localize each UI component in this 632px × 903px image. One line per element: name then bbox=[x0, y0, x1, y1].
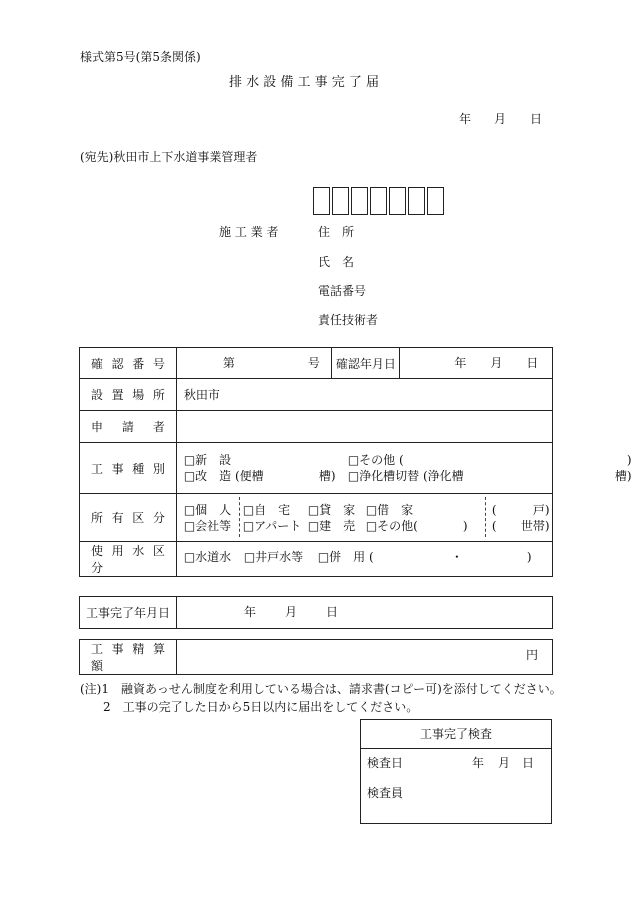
ownership-field bbox=[176, 494, 552, 542]
inspection-box bbox=[360, 719, 552, 824]
water-well-checkbox[interactable]: □井戸水等 bbox=[243, 550, 304, 564]
work-other-checkbox[interactable]: □その他 ( bbox=[347, 453, 404, 467]
contractor-address-label: 住 所 bbox=[318, 225, 355, 239]
own-other-close: ) bbox=[462, 519, 468, 533]
inspection-date-label: 検査日 bbox=[367, 756, 404, 770]
own-lease-house-checkbox[interactable]: □借 家 bbox=[365, 503, 414, 517]
confirm-number-field[interactable] bbox=[176, 348, 332, 379]
work-new-checkbox[interactable]: □新 設 bbox=[183, 453, 232, 467]
contractor-name-label: 氏 名 bbox=[318, 255, 355, 269]
code-box[interactable] bbox=[332, 187, 349, 215]
code-box[interactable] bbox=[313, 187, 330, 215]
inspection-title: 工事完了検査 bbox=[361, 720, 551, 749]
inspection-month-label: 月 bbox=[498, 756, 511, 770]
confirm-number-label: 確 認 番 号 bbox=[80, 348, 177, 379]
work-other-close: ) bbox=[626, 453, 632, 467]
contractor-engineer-label: 責任技術者 bbox=[318, 313, 379, 327]
contractor-phone-label: 電話番号 bbox=[318, 284, 367, 298]
own-apartment-checkbox[interactable]: □アパート bbox=[242, 519, 302, 533]
work-renovate-checkbox[interactable]: □改 造 (便槽 bbox=[183, 469, 264, 483]
location-field[interactable]: 秋田市 bbox=[176, 379, 552, 411]
work-renovate-unit: 槽) bbox=[318, 469, 336, 483]
water-close: ) bbox=[526, 550, 532, 564]
work-type-field bbox=[176, 443, 632, 494]
amount-unit: 円 bbox=[526, 648, 539, 662]
water-city-checkbox[interactable]: □水道水 bbox=[183, 550, 232, 564]
note-2: 2 工事の完了した日から5日以内に届出をしてください。 bbox=[103, 700, 419, 714]
completion-date-field[interactable] bbox=[177, 597, 553, 629]
table-row-location bbox=[80, 379, 553, 411]
completion-date-label: 工事完了年月日 bbox=[80, 597, 177, 629]
date-year-label: 年 bbox=[459, 112, 472, 126]
table-row-applicant bbox=[80, 411, 553, 443]
applicant-label: 申 請 者 bbox=[80, 411, 177, 443]
code-box[interactable] bbox=[408, 187, 425, 215]
completion-date-table bbox=[79, 596, 553, 629]
own-for-sale-checkbox[interactable]: □建 売 bbox=[307, 519, 356, 533]
confirm-number-prefix: 第 bbox=[222, 356, 235, 370]
work-septic-checkbox[interactable]: □浄化槽切替 (浄化槽 bbox=[347, 469, 464, 483]
own-company-checkbox[interactable]: □会社等 bbox=[183, 519, 232, 533]
table-row-confirm-number bbox=[80, 348, 553, 379]
main-form-table bbox=[79, 347, 632, 577]
confirm-year-label: 年 bbox=[454, 356, 467, 370]
work-type-label: 工 事 種 別 bbox=[80, 443, 177, 494]
confirm-number-suffix: 号 bbox=[307, 356, 320, 370]
code-box[interactable] bbox=[389, 187, 406, 215]
contractor-heading: 施 工 業 者 bbox=[219, 225, 279, 239]
own-other-checkbox[interactable]: □その他( bbox=[365, 519, 418, 533]
confirm-date-label: 確認年月日 bbox=[332, 348, 400, 379]
table-row-work-type bbox=[80, 443, 553, 494]
form-number: 様式第5号(第5条関係) bbox=[80, 50, 201, 64]
units-open-1: ( bbox=[491, 503, 497, 517]
units-open-2: ( bbox=[491, 519, 497, 533]
completion-day-label: 日 bbox=[326, 605, 339, 619]
code-box[interactable] bbox=[351, 187, 368, 215]
completion-month-label: 月 bbox=[285, 605, 298, 619]
water-label: 使 用 水 区 分 bbox=[80, 542, 177, 577]
units-label-families: 世帯) bbox=[520, 519, 550, 533]
code-box[interactable] bbox=[427, 187, 444, 215]
amount-table bbox=[79, 639, 553, 675]
water-dot: ・ bbox=[450, 550, 463, 564]
table-row-water bbox=[80, 542, 553, 577]
amount-label: 工 事 精 算 額 bbox=[80, 640, 177, 675]
confirm-month-label: 月 bbox=[490, 356, 503, 370]
units-label-households: 戸) bbox=[532, 503, 550, 517]
water-both-checkbox[interactable]: □併 用 ( bbox=[317, 550, 374, 564]
table-row-ownership bbox=[80, 494, 553, 542]
work-septic-unit: 槽) bbox=[614, 469, 632, 483]
water-field bbox=[176, 542, 552, 577]
form-title: 排 水 設 備 工 事 完 了 届 bbox=[229, 75, 380, 90]
amount-field[interactable] bbox=[177, 640, 553, 675]
units-divider bbox=[485, 497, 486, 537]
addressee: (宛先)秋田市上下水道事業管理者 bbox=[80, 150, 258, 164]
date-month-label: 月 bbox=[494, 112, 507, 126]
note-1: (注)1 融資あっせん制度を利用している場合は、請求書(コピー可)を添付してください。 bbox=[80, 682, 562, 696]
confirm-day-label: 日 bbox=[526, 356, 539, 370]
ownership-label: 所 有 区 分 bbox=[80, 494, 177, 542]
code-box[interactable] bbox=[370, 187, 387, 215]
completion-year-label: 年 bbox=[244, 605, 257, 619]
ownership-divider bbox=[239, 497, 240, 537]
inspection-day-label: 日 bbox=[522, 756, 535, 770]
own-house-checkbox[interactable]: □自 宅 bbox=[242, 503, 291, 517]
location-label: 設 置 場 所 bbox=[80, 379, 177, 411]
date-day-label: 日 bbox=[530, 112, 543, 126]
inspection-year-label: 年 bbox=[472, 756, 485, 770]
own-rent-house-checkbox[interactable]: □貸 家 bbox=[307, 503, 356, 517]
confirm-date-field[interactable] bbox=[400, 348, 553, 379]
inspector-label: 検査員 bbox=[367, 786, 404, 800]
applicant-field[interactable] bbox=[176, 411, 552, 443]
own-individual-checkbox[interactable]: □個 人 bbox=[183, 503, 232, 517]
